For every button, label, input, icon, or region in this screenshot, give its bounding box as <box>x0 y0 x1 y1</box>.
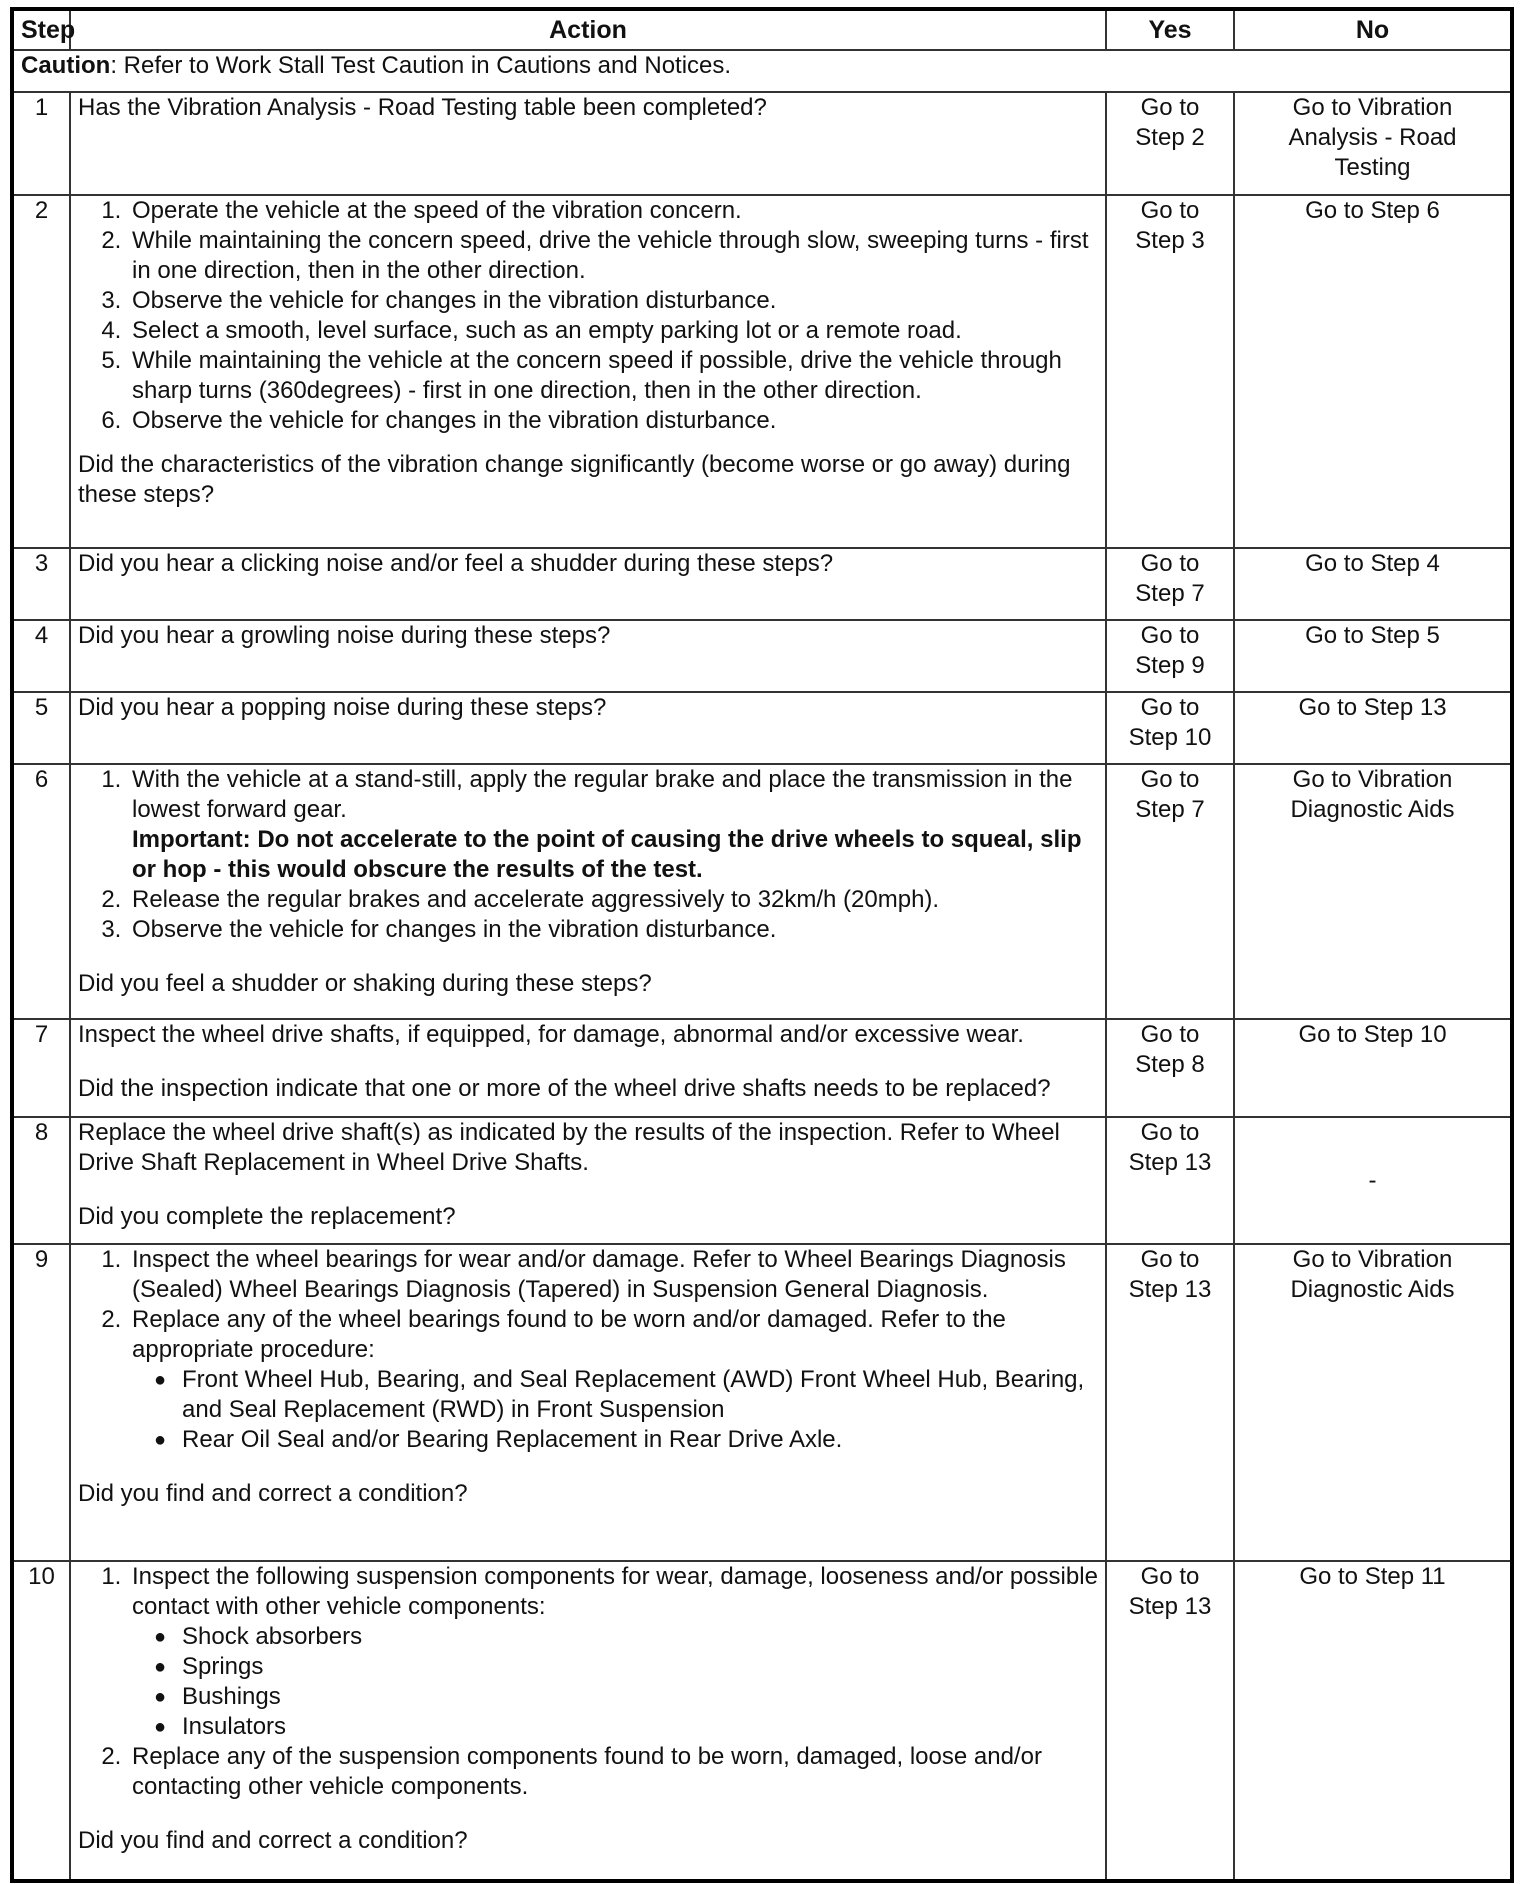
procedure-item: 1. Inspect the wheel bearings for wear and/or damage. Refer to Wheel Bearings Diagnosis (Sealed) Wheel Bearings Diagnosis (Tapered) in Suspension General Diagnosis. <box>128 1245 1098 1305</box>
yes-cell <box>1106 1244 1234 1561</box>
step-question: Did you hear a popping noise during these steps? <box>78 694 607 721</box>
caution-text: : Refer to Work Stall Test Caution in Cautions and Notices. <box>110 52 732 79</box>
step-number: 10 <box>12 1561 70 1881</box>
step-question: Did you find and correct a condition? <box>78 1480 468 1507</box>
yes-line: Go to <box>1140 94 1200 121</box>
no-line: Go to Step 10 <box>1298 1021 1447 1048</box>
header-step: Step <box>12 9 70 50</box>
no-line: Diagnostic Aids <box>1290 1276 1455 1303</box>
step-row-10 <box>12 1561 1512 1881</box>
procedure-list <box>78 765 1098 945</box>
step-number: 1 <box>12 92 70 195</box>
no-cell <box>1234 764 1512 1019</box>
procedure-item <box>128 1562 1098 1742</box>
step-number: 4 <box>12 620 70 692</box>
procedure-item: 3. Observe the vehicle for changes in the vibration disturbance. <box>128 286 1098 316</box>
action-cell <box>70 1561 1106 1881</box>
step-question: Did the characteristics of the vibration change significantly (become worse or go away) during these steps? <box>78 451 1071 508</box>
procedure-item: 2. Release the regular brakes and accelerate aggressively to 32km/h (20mph). <box>128 885 1098 915</box>
yes-line: Step 2 <box>1135 124 1205 151</box>
step-question: Did you hear a growling noise during these steps? <box>78 622 611 649</box>
bullet-list <box>132 1622 1098 1742</box>
no-cell <box>1234 620 1512 692</box>
no-line: Go to Step 11 <box>1299 1563 1446 1590</box>
yes-line: Go to <box>1140 197 1200 224</box>
yes-cell <box>1106 692 1234 764</box>
yes-cell <box>1106 620 1234 692</box>
caution-row <box>12 50 1512 92</box>
yes-line: Go to <box>1140 1119 1200 1146</box>
no-line: Go to Step 13 <box>1298 694 1447 721</box>
step-number: 5 <box>12 692 70 764</box>
yes-line: Go to <box>1140 766 1200 793</box>
step-question: Did you feel a shudder or shaking during these steps? <box>78 970 652 997</box>
action-cell <box>70 764 1106 1019</box>
procedure-item: 4. Select a smooth, level surface, such as an empty parking lot or a remote road. <box>128 316 1098 346</box>
no-cell <box>1234 1117 1512 1244</box>
header-row <box>12 9 1512 50</box>
caution-cell <box>12 50 1512 92</box>
yes-line: Step 10 <box>1128 724 1212 751</box>
step-row-2 <box>12 195 1512 548</box>
header-action: Action <box>70 9 1106 50</box>
action-cell <box>70 1019 1106 1117</box>
yes-cell <box>1106 1561 1234 1881</box>
no-cell <box>1234 92 1512 195</box>
step-question: Did you complete the replacement? <box>78 1203 456 1230</box>
action-cell <box>70 195 1106 548</box>
yes-cell <box>1106 548 1234 620</box>
bullet-item: ● Front Wheel Hub, Bearing, and Seal Replacement (AWD) Front Wheel Hub, Bearing, and Seal Replacement (RWD) in Front Suspension <box>180 1365 1098 1425</box>
header-yes: Yes <box>1106 9 1234 50</box>
step-row-7 <box>12 1019 1512 1117</box>
step-number: 9 <box>12 1244 70 1561</box>
bullet-item: ● Bushings <box>180 1682 1098 1712</box>
action-cell <box>70 92 1106 195</box>
yes-line: Go to <box>1140 1563 1200 1590</box>
yes-cell <box>1106 92 1234 195</box>
no-line: Go to Vibration <box>1292 766 1453 793</box>
procedure-list <box>78 196 1098 436</box>
no-line: Go to Vibration <box>1292 1246 1453 1273</box>
bullet-list <box>132 1365 1098 1455</box>
yes-line: Go to <box>1140 694 1200 721</box>
no-cell <box>1234 548 1512 620</box>
step-number: 3 <box>12 548 70 620</box>
procedure-list <box>78 1562 1098 1802</box>
no-cell <box>1234 195 1512 548</box>
action-cell <box>70 620 1106 692</box>
no-cell <box>1234 1019 1512 1117</box>
yes-line: Step 13 <box>1128 1149 1212 1176</box>
bullet-item: ● Rear Oil Seal and/or Bearing Replacement in Rear Drive Axle. <box>180 1425 1098 1455</box>
yes-cell <box>1106 1117 1234 1244</box>
yes-line: Step 3 <box>1135 227 1205 254</box>
yes-line: Step 8 <box>1135 1051 1205 1078</box>
step-question: Has the Vibration Analysis - Road Testing table been completed? <box>78 94 767 121</box>
procedure-list <box>78 1245 1098 1455</box>
no-cell <box>1234 1561 1512 1881</box>
yes-line: Go to <box>1140 1021 1200 1048</box>
step-number: 8 <box>12 1117 70 1244</box>
yes-cell <box>1106 764 1234 1019</box>
procedure-item <box>128 765 1098 885</box>
step-question: Did the inspection indicate that one or more of the wheel drive shafts needs to be replaced? <box>78 1075 1051 1102</box>
action-cell <box>70 1244 1106 1561</box>
yes-line: Step 7 <box>1135 796 1205 823</box>
step-row-4 <box>12 620 1512 692</box>
step-text: Replace the wheel drive shaft(s) as indicated by the results of the inspection. Refer to Wheel Drive Shaft Replacement in Wheel Drive Shafts. <box>78 1119 1060 1176</box>
bullet-item: ● Springs <box>180 1652 1098 1682</box>
no-line: Testing <box>1334 154 1411 181</box>
bullet-item: ● Insulators <box>180 1712 1098 1742</box>
diagnostic-table <box>10 7 1514 1883</box>
yes-cell <box>1106 195 1234 548</box>
action-cell <box>70 692 1106 764</box>
no-line: Analysis - Road <box>1288 124 1457 151</box>
procedure-item-text: Replace any of the wheel bearings found to be worn and/or damaged. Refer to the appropriate procedure: <box>132 1306 1006 1363</box>
yes-line: Go to <box>1140 550 1200 577</box>
yes-line: Go to <box>1140 1246 1200 1273</box>
no-line: - <box>1368 1166 1377 1194</box>
step-row-1 <box>12 92 1512 195</box>
step-text: Inspect the wheel drive shafts, if equipped, for damage, abnormal and/or excessive wear. <box>78 1021 1024 1048</box>
step-row-9 <box>12 1244 1512 1561</box>
important-note: Important: Do not accelerate to the point of causing the drive wheels to squeal, slip or hop - this would obscure the results of the test. <box>132 826 1082 883</box>
step-number: 2 <box>12 195 70 548</box>
procedure-item: 1. Operate the vehicle at the speed of the vibration concern. <box>128 196 1098 226</box>
step-row-5 <box>12 692 1512 764</box>
no-line: Go to Vibration <box>1292 94 1453 121</box>
no-line: Go to Step 5 <box>1305 622 1440 649</box>
procedure-item: 6. Observe the vehicle for changes in the vibration disturbance. <box>128 406 1098 436</box>
procedure-item-text: With the vehicle at a stand-still, apply the regular brake and place the transmission in the lowest forward gear. <box>132 766 1073 823</box>
no-cell <box>1234 692 1512 764</box>
yes-line: Go to <box>1140 622 1200 649</box>
procedure-item-text: Inspect the following suspension components for wear, damage, looseness and/or possible contact with other vehicle components: <box>132 1563 1098 1620</box>
no-cell <box>1234 1244 1512 1561</box>
yes-line: Step 13 <box>1128 1276 1212 1303</box>
yes-line: Step 13 <box>1128 1593 1212 1620</box>
header-no: No <box>1234 9 1512 50</box>
no-line: Go to Step 4 <box>1305 550 1440 577</box>
step-row-3 <box>12 548 1512 620</box>
no-line: Go to Step 6 <box>1305 197 1440 224</box>
procedure-item: 3. Observe the vehicle for changes in the vibration disturbance. <box>128 915 1098 945</box>
procedure-item <box>128 1305 1098 1455</box>
step-number: 6 <box>12 764 70 1019</box>
step-number: 7 <box>12 1019 70 1117</box>
no-line: Diagnostic Aids <box>1290 796 1455 823</box>
step-row-8 <box>12 1117 1512 1244</box>
procedure-item: 5. While maintaining the vehicle at the concern speed if possible, drive the vehicle through sharp turns (360degrees) - first in one direction, then in the other direction. <box>128 346 1098 406</box>
step-question: Did you find and correct a condition? <box>78 1827 468 1854</box>
step-question: Did you hear a clicking noise and/or feel a shudder during these steps? <box>78 550 834 577</box>
yes-line: Step 9 <box>1135 652 1205 679</box>
caution-label: Caution <box>21 52 111 79</box>
action-cell <box>70 548 1106 620</box>
bullet-item: ● Shock absorbers <box>180 1622 1098 1652</box>
action-cell <box>70 1117 1106 1244</box>
procedure-item: 2. While maintaining the concern speed, drive the vehicle through slow, sweeping turns - first in one direction, then in the other direction. <box>128 226 1098 286</box>
yes-cell <box>1106 1019 1234 1117</box>
yes-line: Step 7 <box>1135 580 1205 607</box>
procedure-item: 2. Replace any of the suspension components found to be worn, damaged, loose and/or contacting other vehicle components. <box>128 1742 1098 1802</box>
step-row-6 <box>12 764 1512 1019</box>
